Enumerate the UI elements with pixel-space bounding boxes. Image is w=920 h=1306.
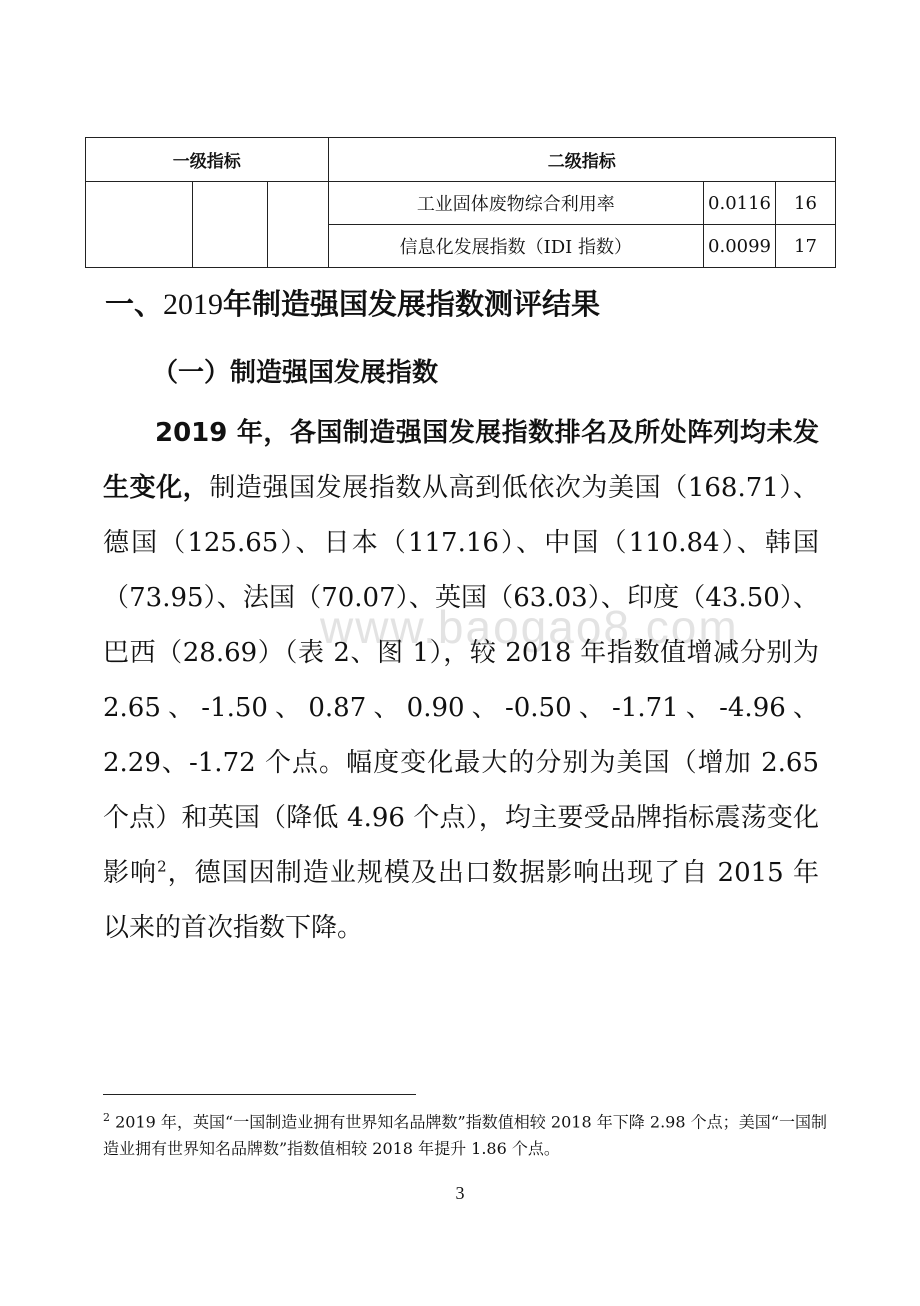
- body-paragraph: [103, 406, 819, 956]
- paragraph-body-1: 制造强国发展指数从高到低依次为美国（168.71）、德国（125.65）、日本（117.16）、中国（110.84）、韩国（73.95）、法国（70.07）、英国（63.03）、印度（43.50）、巴西（28.69）（表 2、图 1），较 2018 年指数值增减分别为 2.65、-1.50、0.87、0.90、-0.50、-1.71、-4.96、2.29、-1.72 个点。幅度变化最大的分别为美国（增加 2.65 个点）和英国（降低 4.96 个点），均主要受品牌指标震荡变化影响: [103, 473, 819, 888]
- paragraph-body-2: ，德国因制造业规模及出口数据影响出现了自 2015 年以来的首次指数下降。: [103, 858, 819, 943]
- section-heading-text: 年制造强国发展指数测评结果: [223, 287, 601, 321]
- header-level2: 二级指标: [328, 138, 835, 182]
- indicator-weight: 0.0116: [704, 182, 776, 225]
- empty-cell: [267, 182, 328, 268]
- footnote-reference[interactable]: 2: [157, 857, 167, 876]
- table-row: [86, 182, 836, 225]
- indicator-weight: 0.0099: [704, 225, 776, 268]
- section-heading: [105, 282, 600, 323]
- empty-cell: [86, 182, 193, 268]
- footnote: [103, 1104, 827, 1162]
- watermark: www.baogao8.com: [320, 601, 739, 653]
- subsection-heading: （一）制造强国发展指数: [152, 358, 439, 388]
- indicator-table: [85, 137, 836, 268]
- page-number: 3: [455, 1183, 465, 1203]
- table-header-row: [86, 138, 836, 182]
- header-level1: 一级指标: [86, 138, 329, 182]
- indicator-rank: 17: [776, 225, 836, 268]
- footnote-divider: [103, 1094, 416, 1095]
- paragraph-lead: 2019 年，各国制造强国发展指数排名及所处阵列均未发生变化，: [103, 418, 819, 503]
- indicator-rank: 16: [776, 182, 836, 225]
- section-heading-prefix: 一、: [105, 287, 164, 321]
- indicator-name: 工业固体废物综合利用率: [328, 182, 703, 225]
- footnote-mark: 2: [103, 1111, 110, 1124]
- section-heading-year: 2019: [163, 288, 224, 321]
- indicator-name: 信息化发展指数（IDI 指数）: [328, 225, 703, 268]
- empty-cell: [192, 182, 267, 268]
- footnote-text: 2019 年，英国“一国制造业拥有世界知名品牌数”指数值相较 2018 年下降 2.98 个点；美国“一国制造业拥有世界知名品牌数”指数值相较 2018 年提升 1.86 个点。: [103, 1112, 827, 1159]
